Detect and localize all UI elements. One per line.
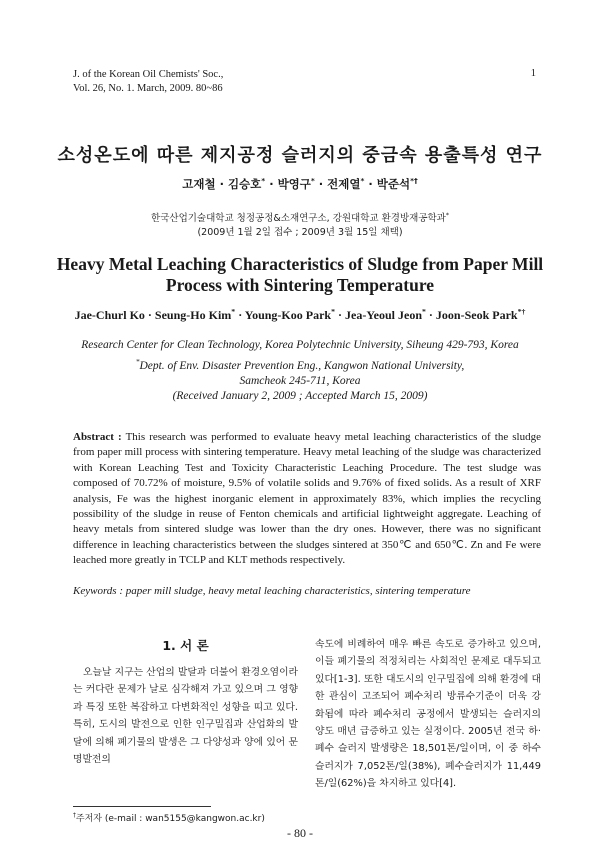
author-ko-1-mark: * <box>261 176 266 186</box>
author-ko-1: 고재철 · 김승호 <box>182 177 262 191</box>
journal-line-2: Vol. 26, No. 1. March, 2009. 80~86 <box>73 83 223 94</box>
footnote-mark: † <box>73 813 76 819</box>
footnote-divider <box>73 806 211 807</box>
received-dates-english: (Received January 2, 2009 ; Accepted March 15, 2009) <box>172 390 428 403</box>
section-heading-introduction: 1. 서 론 <box>162 638 209 653</box>
body-column-right: 속도에 비례하여 매우 빠른 속도로 증가하고 있으며, 이들 폐기물의 적정처리는 사회적인 문제로 대두되고 있다[1-3]. 또한 대도시의 인구밀집에 의해 환경에 대한 관심이 고조되어 폐수처리 방류수기준이 더욱 강화됨에 따라 폐수처리 공정에서 발생되는 슬러지의 양도 매년 급증하고 있는 실정이다. 2005년 전국 하·폐수 슬러지 발생량은 18,501톤/일이며, 이 중 하수슬러지가 7,052톤/일(38%), 폐수슬러지가 11,449톤/일(62%)을 차지하고 있다[4]. <box>315 639 541 790</box>
affil-ko-line-1 <box>0 209 600 226</box>
authors-korean <box>0 176 600 192</box>
author-ko-2: · 박영구 <box>265 177 311 191</box>
affiliation-korean <box>0 209 600 240</box>
affil-en-line-3: Samcheok 245-711, Korea <box>239 374 361 387</box>
affil-en-line-2-text: Dept. of Env. Disaster Prevention Eng., Kangwon National University, <box>139 359 465 372</box>
affil-ko-mark: * <box>445 212 449 219</box>
page-number-top: 1 <box>530 68 536 79</box>
affil-en-line-2 <box>0 354 600 374</box>
title-korean: 소성온도에 따른 제지공정 슬러지의 중금속 용출특성 연구 <box>57 145 543 166</box>
page-folio: - 80 - <box>287 826 313 840</box>
title-english <box>0 254 600 296</box>
author-en-4-mark: *† <box>517 307 526 316</box>
author-ko-3-mark: * <box>360 176 365 186</box>
author-ko-4-mark: *† <box>410 176 418 186</box>
title-en-line-1: Heavy Metal Leaching Characteristics of Sludge from Paper Mill <box>56 254 544 274</box>
body-column-left: 오늘날 지구는 산업의 발달과 더불어 환경오염이라는 커다란 문제가 날로 심각해져 가고 있으며 그 영향과 특징 또한 복잡하고 다변화적인 성향을 띠고 있다. 특히, 도시의 발전으로 인한 인구밀집과 산업화의 발달에 의해 폐기물의 발생은 그 다양성과 양에 있어 문명발전의 <box>73 667 298 766</box>
affil-en-line-1: Research Center for Clean Technology, Korea Polytechnic University, Siheung 429-793, Korea <box>81 339 519 351</box>
journal-citation <box>73 68 223 96</box>
title-en-line-2: Process with Sintering Temperature <box>165 275 435 295</box>
abstract <box>73 430 541 569</box>
received-dates-korean: (2009년 1월 2일 접수 ; 2009년 3월 15일 채택) <box>197 227 403 239</box>
author-ko-4: · 박준석 <box>364 177 411 191</box>
author-en-2-mark: * <box>331 307 335 316</box>
abstract-label: Abstract : <box>73 431 122 443</box>
abstract-text: This research was performed to evaluate heavy metal leaching characteristics of the sludge from paper mill process with sintering temperature. Heavy metal leaching of the sludge was characterized with Korean Leaching Test and Toxicity Characteristic Leaching Procedure. The test sludge was composed of 70.72% of moisture, 9.5% of volatile solids and 9.76% of fixed solids. As a result of XRF analysis, Fe was the highest inorganic element in approximately 83%, which implies the recycling possibility of the sludge in reuse of Fenton chemicals and artificial lightweight aggregate. Leaching of heavy metals from sintered sludge was lower than the dry ones. However, there was no significant difference in leaching characteristics between the sludges sintered at 350℃ and 650℃. Zn and Fe were leached more greatly in TCLP and KLT methods respectively. <box>73 431 541 567</box>
affiliation-english <box>0 338 600 405</box>
author-en-4: · Joon-Seok Park <box>425 308 518 322</box>
authors-english <box>0 307 600 323</box>
author-en-2: · Young-Koo Park <box>235 308 332 322</box>
affil-ko-text: 한국산업기술대학교 청정공정&소재연구소, 강원대학교 환경방재공학과 <box>151 213 446 225</box>
author-en-3: · Jea-Yeoul Jeon <box>335 308 422 322</box>
author-en-1-mark: * <box>231 307 236 316</box>
journal-line-1: J. of the Korean Oil Chemists' Soc., <box>73 69 224 80</box>
affil-en-mark: * <box>135 356 140 366</box>
author-ko-2-mark: * <box>310 176 315 186</box>
footnote-text: 주저자 (e-mail : wan5155@kangwon.ac.kr) <box>75 814 265 824</box>
author-en-3-mark: * <box>422 307 426 316</box>
keywords: Keywords : paper mill sludge, heavy metal leaching characteristics, sintering temperature <box>73 585 471 597</box>
author-ko-3: · 전제열 <box>314 177 361 191</box>
author-en-1: Jae-Churl Ko · Seung-Ho Kim <box>74 308 232 322</box>
footnote-corresponding-author <box>73 811 265 824</box>
